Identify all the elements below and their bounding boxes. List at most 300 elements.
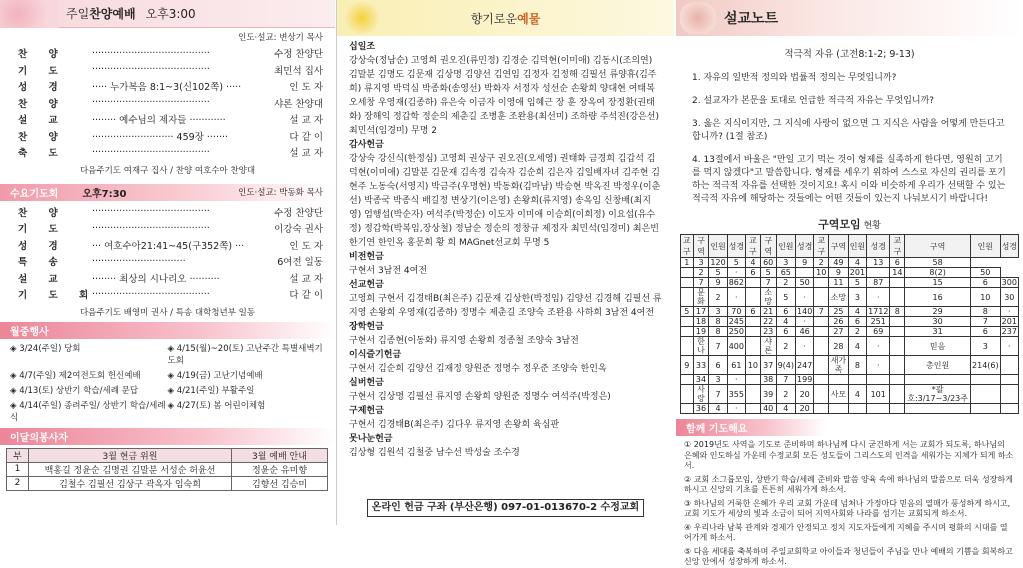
offering-names: 구현서 김종현(이동화) 류지영 손왕희 정종철 조양숙 3남전 — [349, 336, 579, 346]
order-item: 특 송 — [18, 257, 67, 269]
order-item: 설 교 — [18, 273, 67, 285]
servers-cell: 김향선 김승미 — [232, 476, 328, 490]
groups-cell: 15 — [905, 278, 971, 288]
offering-header — [337, 0, 674, 36]
order-item: 찬 양 — [18, 207, 67, 219]
groups-cell: 6 — [776, 307, 795, 317]
order-content: ······································· — [92, 97, 210, 109]
event-item: ◈ 4/14(주일) 종려주일/ 상반기 학습/세례식 — [10, 400, 166, 423]
flower-image — [0, 0, 58, 28]
order-content: ······························· — [92, 255, 186, 267]
groups-col: 구역 — [829, 235, 849, 258]
sermon-title: 설교노트 — [724, 11, 779, 27]
offering-category: 십일조 — [349, 42, 376, 52]
groups-cell: 16 — [905, 288, 971, 307]
sunday-note: 다음주기도 여재구 집사 / 찬양 여호수아 찬양대 — [79, 165, 256, 176]
groups-title: 구역모임 — [818, 218, 861, 231]
groups-cell — [745, 385, 760, 404]
groups-cell: · — [796, 288, 814, 307]
groups-cell: 26 — [829, 317, 849, 327]
groups-cell: 3 — [709, 307, 727, 317]
wednesday-header — [0, 184, 335, 201]
groups-cell — [1000, 375, 1018, 385]
prayer-item: ⑤ 다음 세대를 축복하며 주일교회학교 아이들과 청년들이 주님을 만나 예배의 기쁨을 회복하고 신앙 안에서 성장하게 하소서. — [684, 546, 1013, 566]
groups-cell: 38 — [760, 375, 776, 385]
groups-cell: 2 — [776, 337, 795, 356]
sermon-header — [676, 0, 1023, 36]
groups-cell — [905, 375, 971, 385]
groups-cell: 5 — [848, 278, 866, 288]
groups-cell: 50 — [796, 278, 814, 288]
groups-cell: 7 — [776, 375, 795, 385]
order-leader: 샤론 찬양대 — [274, 98, 323, 110]
groups-cell — [681, 375, 694, 385]
groups-cell — [814, 356, 829, 375]
groups-cell: 400 — [727, 337, 745, 356]
groups-cell: 2 — [848, 327, 866, 337]
sermon-column — [676, 0, 1023, 566]
groups-cell: 201 — [1001, 317, 1017, 326]
groups-row — [681, 307, 1019, 317]
groups-cell — [971, 404, 1001, 414]
groups-cell: 61 — [727, 356, 745, 375]
order-item: 기 도 — [18, 224, 67, 236]
groups-cell — [814, 278, 829, 288]
groups-cell — [890, 404, 905, 414]
servers-cell: 김철수 김필선 김상구 곽옥자 임숙희 — [29, 476, 232, 490]
groups-cell: 2 — [776, 385, 795, 404]
groups-cell: 36 — [693, 404, 709, 414]
order-content: ··· 여호수아21:41~45(구352쪽) ··· — [92, 240, 245, 252]
groups-col: 성경 — [796, 235, 814, 258]
groups-row — [681, 278, 1019, 288]
groups-cell: 23 — [760, 327, 776, 337]
groups-cell — [681, 337, 694, 356]
groups-cell: 9 — [829, 268, 849, 278]
offering-names: 강상숙(정남순) 고영희 권오진(류민정) 김경순 김덕현(이미애) 김동시(조의연) 김말분 김명도 김문재 김상명 김양선 김연임 김정자 김정해 김필선 류양휴(김주희) 류지영 박덕심 박종화(송영선) 박화자 서정자 성선순 손왕희 양대현 여태복 오세창 우영재(김종하) 유은숙 이금자 이영애 임혜근 장 훈 장옥여 장정환(권태화) 장해익 정갑학 정순의 제춘길 조병훈 조완용(최선미) 조하량 주석진(강은선) 최민석(임경미) 무명 2 — [349, 56, 659, 136]
groups-cell: 4 — [776, 317, 795, 327]
groups-row — [681, 268, 1019, 278]
groups-row — [681, 327, 1019, 337]
order-row — [0, 111, 335, 128]
groups-cell: 7 — [971, 317, 1001, 327]
groups-cell — [681, 278, 694, 288]
event-item: ◈ 4/27(토) 봄 어린이체험 — [167, 400, 266, 411]
groups-cell: 4 — [848, 307, 866, 317]
groups-col: 구역 — [760, 235, 776, 258]
groups-row — [681, 385, 1019, 404]
groups-cell: 245 — [728, 317, 744, 326]
groups-cell: · — [1000, 337, 1018, 356]
event-item: ◈ 4/21(주일) 부활주일 — [167, 385, 255, 396]
events-list — [0, 342, 335, 423]
order-leader: 수정 찬양단 — [274, 207, 323, 219]
groups-cell: · — [796, 317, 814, 327]
groups-cell: 사랑 — [693, 385, 709, 404]
sunday-title-pre: 주일 — [66, 7, 90, 21]
servers-row — [7, 476, 328, 490]
groups-cell: 7 — [693, 278, 709, 288]
groups-cell: 6 — [890, 258, 905, 268]
groups-cell: 20 — [796, 404, 814, 414]
groups-cell: 199 — [797, 375, 813, 384]
groups-cell: 70 — [727, 307, 745, 317]
groups-cell: 7 — [814, 307, 829, 317]
offering-category: 감사헌금 — [349, 140, 384, 150]
offering-category: 비전헌금 — [349, 252, 384, 262]
groups-cell: 18 — [693, 317, 709, 327]
groups-col: 구역 — [905, 235, 971, 258]
groups-row — [681, 337, 1019, 356]
groups-col: 성경 — [1000, 235, 1018, 258]
order-leader: 설 교 자 — [289, 115, 323, 127]
event-item: ◈ 4/7(주일) 제2여전도회 헌신예배 — [10, 370, 141, 381]
groups-cell — [745, 317, 760, 327]
groups-cell: 9(4) — [776, 356, 795, 375]
sunday-time: 오후3:00 — [145, 7, 196, 21]
offering-category: 선교헌금 — [349, 280, 384, 290]
groups-cell: 6 — [709, 356, 727, 375]
groups-cell: 2 — [693, 268, 709, 278]
groups-cell — [681, 327, 694, 337]
wednesday-title: 기도회 — [29, 188, 59, 200]
groups-cell: 4 — [848, 337, 866, 356]
groups-cell: 27 — [829, 327, 849, 337]
groups-cell — [890, 356, 905, 375]
groups-row — [681, 404, 1019, 414]
groups-cell: 10 — [745, 356, 760, 375]
sermon-question: 3. 옳은 지식이지만, 그 지식에 사랑이 없으면 그 지식은 사람을 어떻게 만든다고 합니까? (1절 참조) — [692, 119, 1005, 142]
groups-cell: 101 — [867, 385, 890, 404]
groups-cell: 862 — [728, 278, 744, 287]
groups-cell — [814, 327, 829, 337]
groups-cell: 10 — [971, 288, 1001, 307]
groups-cell: 8(2) — [905, 268, 971, 278]
groups-cell: 4 — [848, 385, 866, 404]
servers-col: 3월 현금 위원 — [29, 448, 232, 462]
sermon-question: 1. 자유의 일반적 정의와 법률적 정의는 무엇입니까? — [692, 73, 897, 83]
order-item: 기 도 — [18, 65, 67, 77]
sermon-subtitle: 적극적 자유 (고전8:1-2; 9-13) — [784, 49, 915, 60]
groups-row — [681, 317, 1019, 327]
groups-cell: 4 — [776, 404, 795, 414]
groups-cell — [848, 404, 866, 414]
events-header — [0, 322, 335, 339]
offering-category: 구제헌금 — [349, 406, 384, 416]
wednesday-time: 오후7:30 — [82, 188, 127, 200]
groups-cell: · — [727, 288, 745, 307]
groups-title-sub: 현황 — [860, 221, 881, 231]
groups-cell: 49 — [829, 258, 849, 268]
groups-cell — [814, 385, 829, 404]
groups-cell: 46 — [796, 327, 814, 337]
flower-icon — [345, 2, 379, 34]
groups-cell: 소망 — [829, 288, 849, 307]
groups-cell: 13 — [867, 258, 890, 268]
groups-cell: 65 — [776, 268, 795, 278]
groups-cell: 2 — [709, 288, 727, 307]
order-item: 설 교 — [18, 115, 67, 127]
groups-cell — [867, 375, 890, 385]
groups-cell: 25 — [829, 307, 849, 317]
groups-cell: 5 — [709, 268, 727, 278]
groups-cell — [745, 288, 760, 307]
groups-cell: · — [867, 356, 890, 375]
groups-cell: 6 — [776, 327, 795, 337]
offering-names: 구현서 김경태B(최은주) 김다우 류지영 손왕희 육심판 — [349, 420, 560, 430]
groups-cell: · — [1000, 307, 1018, 317]
groups-col: 교구 — [890, 235, 905, 258]
groups-cell — [814, 317, 829, 327]
groups-cell: 문화 — [693, 288, 709, 307]
servers-header-row — [7, 448, 328, 462]
groups-cell — [890, 337, 905, 356]
groups-cell: 29 — [905, 307, 971, 317]
prayer-title: 함께 기도해요 — [686, 424, 748, 435]
groups-cell: 11 — [829, 278, 849, 288]
groups-cell: 8 — [890, 307, 905, 317]
groups-cell — [890, 385, 905, 404]
groups-row — [681, 288, 1019, 307]
order-content: ··························· 459장 ······· — [92, 131, 229, 143]
groups-col: 구역 — [693, 235, 709, 258]
groups-cell: 201 — [849, 268, 866, 277]
order-row — [0, 204, 335, 221]
event-item: ◈ 4/13(토) 상반기 학습/세례 문답 — [10, 385, 139, 396]
groups-cell: 120 — [710, 258, 726, 267]
prayer-item: ② 교회 소그룹모임, 상반기 학습/세례 준비와 말씀 양육 속에 하나님의 말씀으로 더욱 성장하게 하시고 신앙의 기초를 튼튼히 세워가게 하소서. — [684, 474, 1013, 494]
groups-cell: 3 — [776, 258, 795, 268]
order-content: ········ 최상의 시나리오 ·········· — [92, 273, 220, 285]
groups-header — [676, 216, 1023, 232]
order-item: 찬 양 — [18, 131, 67, 143]
groups-cell: 샤론 — [760, 337, 776, 356]
order-row — [0, 144, 335, 161]
order-leader: 설 교 자 — [289, 148, 323, 160]
servers-cell: 2 — [7, 476, 29, 490]
order-item: 축 도 — [18, 148, 67, 160]
groups-cell: 40 — [760, 404, 776, 414]
groups-cell: 17 — [693, 307, 709, 317]
wednesday-order — [0, 204, 335, 303]
groups-cell: 247 — [796, 356, 814, 375]
groups-cell: 9 — [709, 278, 727, 288]
prayer-item: ③ 하나님의 거룩한 은혜가 우리 교회 가운데 넘쳐나 가정마다 믿음의 열매가 풍성하게 하시고, 교회 기도가 세상의 빛과 소금이 되어 지역사회와 나라를 섬기는 교회되게 하소서. — [684, 498, 1011, 518]
groups-cell: 4 — [745, 258, 760, 268]
order-leader: 다 같 이 — [289, 131, 323, 143]
groups-cell: 9 — [681, 356, 694, 375]
groups-cell: 34 — [693, 375, 709, 385]
sermon-question: 4. 13절에서 바울은 "만일 고기 먹는 것이 형제를 실족하게 한다면, 영원히 고기를 먹지 않겠다"고 말씀합니다. 형제를 세우기 위하여 스스로 자신의 권리를 포기하는 적극적 자유를 선택한 것이지요! 혹시 이와 비슷하게 우리가 선택할 수 있는 적극적 자유에 해당하는 것들에는 어떤 것들이 있는지 나눠보시기 바랍니다! — [692, 155, 1006, 204]
event-item: ◈ 4/19(금) 고난기념예배 — [167, 370, 263, 381]
groups-cell — [848, 375, 866, 385]
order-leader: 인 도 자 — [289, 82, 323, 94]
groups-cell: 3 — [971, 337, 1001, 356]
groups-cell: 5 — [760, 268, 776, 278]
groups-cell: 7 — [760, 278, 776, 288]
groups-cell: · — [727, 268, 745, 278]
offering-category: 못나눈헌금 — [349, 434, 393, 444]
groups-cell — [681, 385, 694, 404]
order-item: 찬 양 — [18, 49, 67, 61]
groups-cell — [681, 288, 694, 307]
sunday-order — [0, 45, 335, 161]
groups-row — [681, 356, 1019, 375]
wednesday-leader: 인도·설교: 박동화 목사 — [238, 188, 323, 198]
servers-table — [6, 448, 328, 491]
order-leader: 최민석 집사 — [274, 65, 323, 77]
order-leader: 수정 찬양단 — [274, 49, 323, 61]
groups-cell: 21 — [760, 307, 776, 317]
groups-cell: 6 — [971, 327, 1001, 337]
order-leader: 설 교 자 — [289, 273, 323, 285]
groups-cell: 2 — [814, 258, 829, 268]
groups-cell: 39 — [760, 385, 776, 404]
order-row — [0, 128, 335, 145]
groups-col: 성경 — [727, 235, 745, 258]
sermon-question: 2. 설교자가 본문을 토대로 언급한 적극적 자유는 무엇입니까? — [692, 96, 935, 106]
offering-names: 구현서 3남전 4여전 — [349, 266, 428, 276]
groups-cell: 8 — [709, 327, 727, 337]
groups-cell — [745, 278, 760, 288]
order-leader: 이강숙 권사 — [274, 224, 323, 236]
groups-cell: 6 — [745, 268, 760, 278]
groups-cell — [745, 337, 760, 356]
groups-cell: · — [867, 337, 890, 356]
groups-cell: 60 — [760, 258, 776, 268]
groups-cell: 총인원 — [905, 356, 971, 375]
worship-column — [0, 0, 335, 525]
groups-cell: 새가족 — [829, 356, 849, 375]
groups-cell — [681, 317, 694, 327]
groups-col: 인원 — [848, 235, 866, 258]
offering-account: 온라인 헌금 구좌 (부산은행) 097-01-013670-2 수정교회 — [367, 499, 644, 517]
order-row — [0, 78, 335, 95]
groups-cell: 한나 — [693, 337, 709, 356]
groups-cell: 3 — [848, 288, 866, 307]
groups-cell: 8 — [709, 317, 727, 327]
offering-title-pre: 향기로운 — [470, 11, 518, 26]
groups-cell — [745, 404, 760, 414]
groups-col: 인원 — [971, 235, 1001, 258]
groups-cell: 9 — [796, 258, 814, 268]
order-content: ······································· — [92, 206, 210, 218]
event-item: ◈ 4/15(월)~20(토) 고난주간 특별새벽기도회 — [167, 343, 323, 366]
groups-cell: 1 — [681, 258, 694, 268]
order-row — [0, 45, 335, 62]
groups-cell: 6 — [745, 307, 760, 317]
prayer-item: ④ 우리나라 남북 관계와 경제가 안정되고 정치 지도자들에게 지혜를 주시며 평화의 시대를 열어가게 하소서. — [684, 522, 1008, 542]
groups-cell: 7 — [709, 385, 727, 404]
groups-cell: 8 — [971, 307, 1001, 317]
hands-image — [680, 2, 716, 34]
groups-cell — [814, 337, 829, 356]
order-row — [0, 270, 335, 287]
wednesday-note: 다음주기도 배영미 권사 / 특송 대학청년부 일동 — [79, 307, 256, 318]
groups-cell — [971, 375, 1001, 385]
order-content: ······································· — [92, 47, 210, 59]
groups-cell: 140 — [797, 307, 813, 316]
sermon-questions — [676, 72, 1023, 206]
groups-cell: 28 — [829, 337, 849, 356]
offering-list — [337, 36, 674, 464]
offering-category: 이식즐기헌금 — [349, 350, 402, 360]
servers-cell: 백홍길 정윤순 김명권 김말분 서성순 허윤선 — [29, 462, 232, 476]
prayer-list — [684, 440, 1015, 568]
groups-col: 성경 — [867, 235, 890, 258]
offering-names: 김상형 김원석 김철중 남수선 박성술 조수경 — [349, 448, 520, 458]
groups-cell: · — [727, 404, 745, 414]
groups-cell — [890, 317, 905, 327]
offering-names: 강상숙 강신식(한정심) 고영희 권상구 권오진(오세영) 권태화 금경희 김갑석 김덕현(이미애) 김말분 김문재 김속경 김숙자 김순희 김은자 김일배자녀 김주현 김현주 노동숙(서영지) 박금주(우명현) 박동화(김마남) 박승현 박옥진 박정우(이춘선) 박종국 박종식 배길정 변상기(이은영) 손왕희(류지영) 송옥임 신창배(최지영) 엄행섭(박순자) 여석주(박정순) 이도자 이미애 이승희(이희정) 이요섭(유수정) 정갑학(박복임,장상철) 정남순 정순의 정창규 제정자 최민석(임경미) 최은빈 한기연 한인옥 홍문희 황 희 MAGnet선교회 무명 5 — [349, 154, 661, 248]
groups-cell: 300 — [1001, 278, 1017, 287]
groups-cell — [814, 375, 829, 385]
groups-cell: · — [796, 337, 814, 356]
groups-cell: 10 — [814, 268, 829, 278]
order-row — [0, 237, 335, 254]
prayer-header — [676, 419, 826, 436]
groups-cell: 58 — [905, 258, 971, 268]
servers-title: 이달의봉사자 — [10, 432, 68, 444]
groups-cell — [971, 385, 1001, 404]
groups-cell: 6 — [848, 317, 866, 327]
groups-cell: 5 — [727, 258, 745, 268]
groups-cell: 250 — [728, 327, 744, 336]
wednesday-title-pre: 수요 — [10, 188, 30, 200]
order-row — [0, 286, 335, 303]
groups-cell: · — [727, 375, 745, 385]
groups-cell: 20 — [796, 385, 814, 404]
order-leader: 인 도 자 — [289, 240, 323, 252]
groups-row — [681, 375, 1019, 385]
groups-cell: 믿음 — [905, 337, 971, 356]
groups-cell: 14 — [890, 268, 905, 278]
groups-cell: 237 — [1001, 327, 1017, 336]
events-title: 월중행사 — [10, 326, 49, 338]
offering-category: 장학헌금 — [349, 322, 384, 332]
offering-title: 예물 — [517, 11, 541, 26]
groups-cell: 2 — [776, 278, 795, 288]
prayer-item: ① 2019년도 사역을 기도로 준비하며 하나님께 다시 굳건하게 서는 교회가 되도록, 하나님의 은혜와 인도하심 가운데 수정교회 모든 성도들이 그리스도의 인격을 세워가는 지체가 되게 하소서. — [684, 440, 1014, 470]
order-leader: 다 같 이 — [289, 290, 323, 302]
groups-cell: 30 — [1000, 288, 1018, 307]
groups-cell: 1712 — [868, 307, 889, 316]
order-content: ······································· — [92, 64, 210, 76]
groups-cell — [867, 268, 890, 278]
groups-cell: 214(6) — [971, 356, 1001, 375]
order-content: ····· 누가복음 8:1~3(신102쪽) ····· — [92, 82, 242, 94]
order-leader: 6여전 일동 — [277, 257, 323, 269]
groups-table — [680, 234, 1019, 414]
groups-col: 인원 — [776, 235, 795, 258]
servers-cell: 1 — [7, 462, 29, 476]
groups-cell — [829, 375, 849, 385]
groups-cell — [1000, 356, 1018, 375]
groups-header-row — [681, 235, 1019, 258]
servers-col: 부 — [7, 448, 29, 462]
groups-cell: 4 — [848, 258, 866, 268]
order-item: 기 도 회 — [18, 290, 98, 302]
groups-cell: 87 — [867, 278, 890, 288]
groups-cell: 22 — [760, 317, 776, 327]
groups-cell: *괄호:3/17~3/23주 — [905, 385, 971, 404]
groups-col: 교구 — [681, 235, 694, 258]
groups-cell — [867, 404, 890, 414]
groups-cell: 33 — [693, 356, 709, 375]
offering-names: 구현서 김순희 김양선 김재정 양원준 정명수 정우준 조양숙 한인옥 — [349, 364, 607, 374]
offering-category: 실버헌금 — [349, 378, 384, 388]
groups-cell — [681, 268, 694, 278]
